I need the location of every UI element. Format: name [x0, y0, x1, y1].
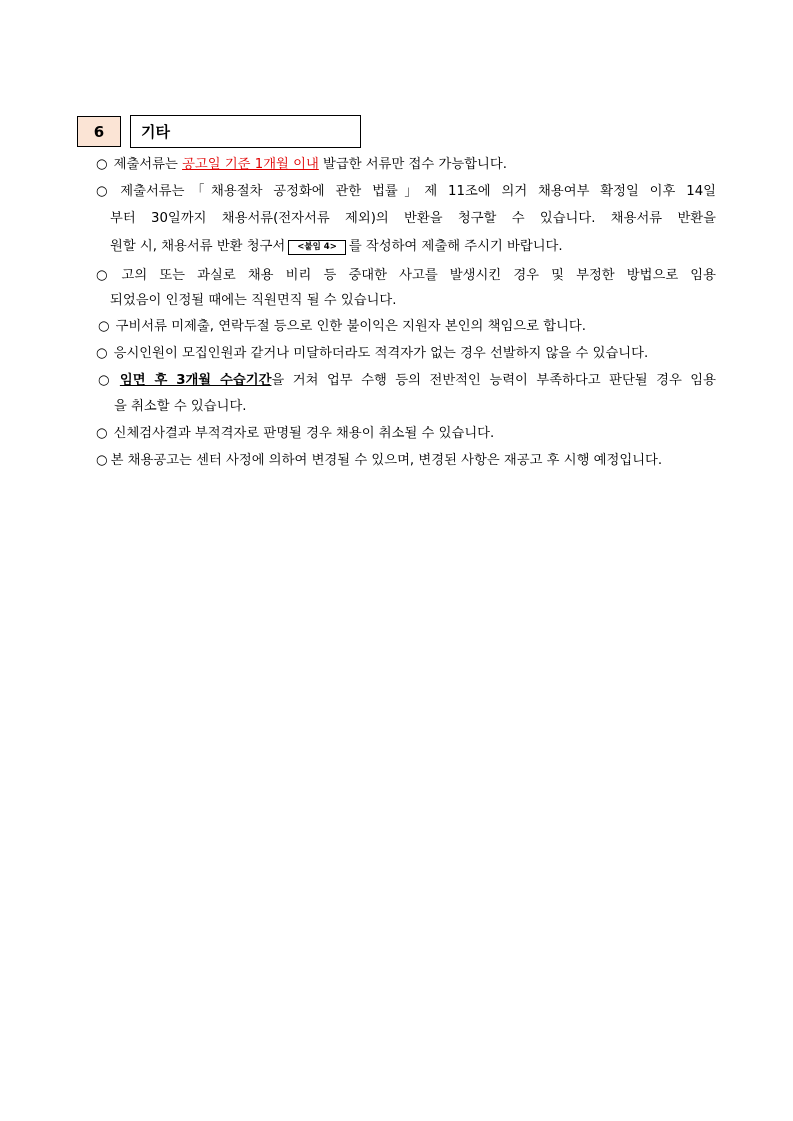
item-text: 고의 또는 과실로 채용 비리 등 중대한 사고를 발생시킨 경우 및 부정한 방법으로 임용 — [121, 268, 716, 283]
bullet-circle-icon: ○ — [98, 373, 114, 388]
list-item — [98, 372, 716, 390]
item-text: 을 거쳐 업무 수행 등의 전반적인 능력이 부족하다고 판단될 경우 임용 — [271, 373, 716, 388]
bullet-circle-icon: ○ — [96, 426, 108, 441]
item-text: 구비서류 미제출, 연락두절 등으로 인한 불이익은 지원자 본인의 책임으로 합니다. — [115, 319, 586, 334]
list-item-continuation — [110, 210, 716, 228]
list-item — [96, 156, 507, 174]
list-item — [96, 425, 494, 443]
item-text: 제출서류는 — [113, 157, 183, 172]
item-text: 원할 시, 채용서류 반환 청구서 — [110, 239, 286, 254]
item-text: 응시인원이 모집인원과 같거나 미달하더라도 적격자가 없는 경우 선발하지 않을 수 있습니다. — [113, 346, 649, 361]
list-item-continuation — [110, 238, 563, 256]
item-text: 를 작성하여 제출해 주시기 바랍니다. — [348, 239, 563, 254]
list-item — [96, 183, 716, 201]
bullet-circle-icon: ○ — [96, 157, 108, 172]
list-item — [96, 267, 716, 285]
list-item — [96, 452, 662, 470]
attachment-label: <붙임 4> — [288, 240, 346, 255]
item-text: 제출서류는「채용절차 공정화에 관한 법률」제 11조에 의거 채용여부 확정일 이후 14일 — [120, 184, 716, 199]
section-number: 6 — [77, 116, 121, 147]
list-item-continuation — [114, 398, 247, 416]
item-text: 을 취소할 수 있습니다. — [114, 399, 247, 414]
bullet-circle-icon: ○ — [96, 268, 116, 283]
bullet-circle-icon: ○ — [96, 453, 108, 468]
highlight-text: 공고일 기준 1개월 이내 — [182, 157, 319, 172]
item-text: 본 채용공고는 센터 사정에 의하여 변경될 수 있으며, 변경된 사항은 재공고 후 시행 예정입니다. — [110, 453, 663, 468]
list-item — [98, 318, 586, 336]
item-text: 부터 30일까지 채용서류(전자서류 제외)의 반환을 청구할 수 있습니다. 채용서류 반환을 — [110, 211, 716, 226]
list-item — [96, 345, 648, 363]
bullet-circle-icon: ○ — [98, 319, 110, 334]
item-text: 신체검사결과 부적격자로 판명될 경우 채용이 취소될 수 있습니다. — [113, 426, 495, 441]
item-text: 발급한 서류만 접수 가능합니다. — [318, 157, 507, 172]
bullet-circle-icon: ○ — [96, 346, 108, 361]
item-text: 되었음이 인정될 때에는 직원면직 될 수 있습니다. — [110, 293, 397, 308]
list-item-continuation — [110, 292, 396, 310]
section-title: 기타 — [130, 115, 361, 148]
bullet-circle-icon: ○ — [96, 184, 115, 199]
probation-bold-text: 임면 후 3개월 수습기간 — [119, 373, 272, 388]
